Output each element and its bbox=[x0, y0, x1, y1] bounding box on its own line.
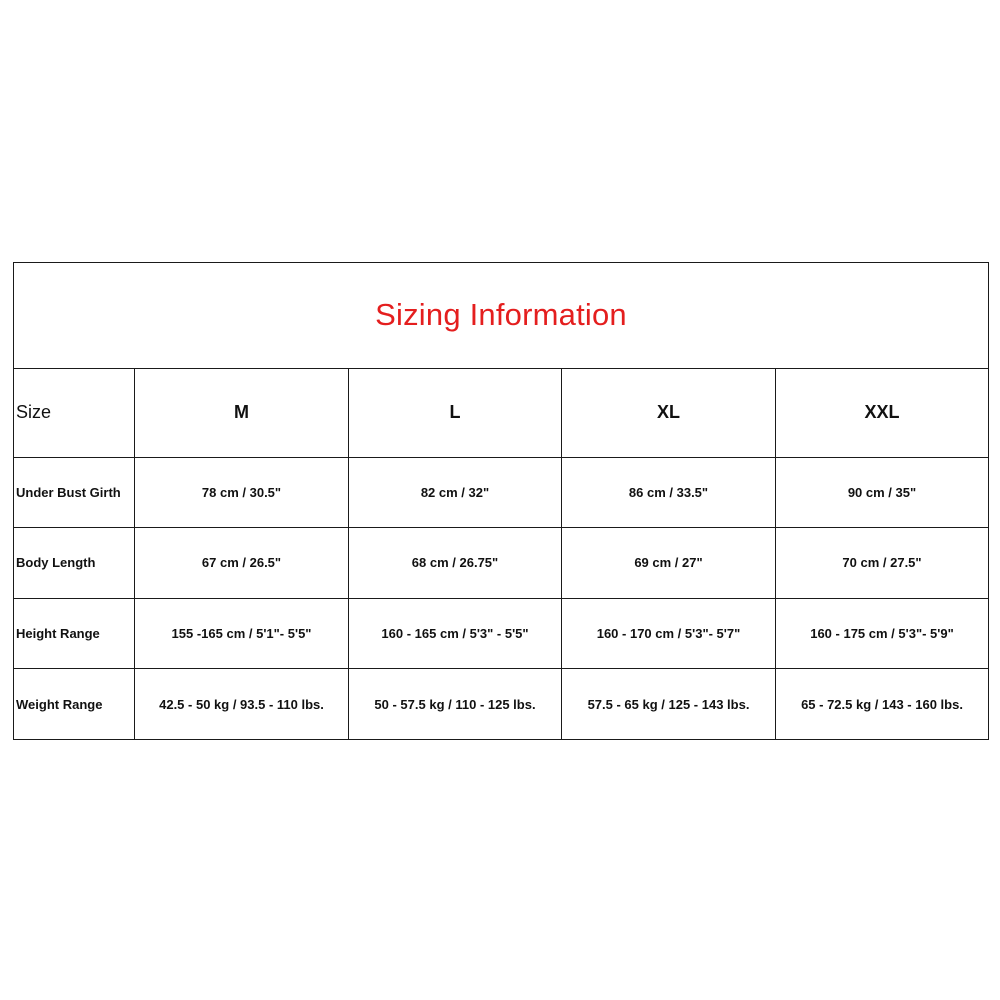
table-row-weight-range bbox=[14, 669, 989, 740]
size-header-m: M bbox=[135, 368, 349, 457]
table-cell: 82 cm / 32" bbox=[349, 457, 562, 528]
table-cell: 160 - 165 cm / 5'3" - 5'5" bbox=[349, 598, 562, 669]
table-cell: 57.5 - 65 kg / 125 - 143 lbs. bbox=[562, 669, 776, 740]
table-cell: 50 - 57.5 kg / 110 - 125 lbs. bbox=[349, 669, 562, 740]
title-row bbox=[14, 263, 989, 369]
table-cell: 67 cm / 26.5" bbox=[135, 528, 349, 599]
size-header-xxl: XXL bbox=[776, 368, 989, 457]
table-cell: 78 cm / 30.5" bbox=[135, 457, 349, 528]
table-cell: 42.5 - 50 kg / 93.5 - 110 lbs. bbox=[135, 669, 349, 740]
size-header-l: L bbox=[349, 368, 562, 457]
table-row-body-length bbox=[14, 528, 989, 599]
table-cell: 65 - 72.5 kg / 143 - 160 lbs. bbox=[776, 669, 989, 740]
table-cell: 160 - 170 cm / 5'3"- 5'7" bbox=[562, 598, 776, 669]
table-cell: 86 cm / 33.5" bbox=[562, 457, 776, 528]
table-cell: 68 cm / 26.75" bbox=[349, 528, 562, 599]
table-cell: 69 cm / 27" bbox=[562, 528, 776, 599]
table-row-under-bust-girth bbox=[14, 457, 989, 528]
table-cell: 90 cm / 35" bbox=[776, 457, 989, 528]
size-header-label: Size bbox=[14, 368, 135, 457]
table-cell: 155 -165 cm / 5'1"- 5'5" bbox=[135, 598, 349, 669]
row-label: Weight Range bbox=[14, 669, 135, 740]
table-cell: 160 - 175 cm / 5'3"- 5'9" bbox=[776, 598, 989, 669]
header-row bbox=[14, 368, 989, 457]
table-row-height-range bbox=[14, 598, 989, 669]
row-label: Under Bust Girth bbox=[14, 457, 135, 528]
size-header-xl: XL bbox=[562, 368, 776, 457]
row-label: Body Length bbox=[14, 528, 135, 599]
table-title: Sizing Information bbox=[375, 297, 627, 333]
title-cell bbox=[14, 263, 989, 369]
sizing-table bbox=[13, 262, 989, 740]
table-cell: 70 cm / 27.5" bbox=[776, 528, 989, 599]
row-label: Height Range bbox=[14, 598, 135, 669]
